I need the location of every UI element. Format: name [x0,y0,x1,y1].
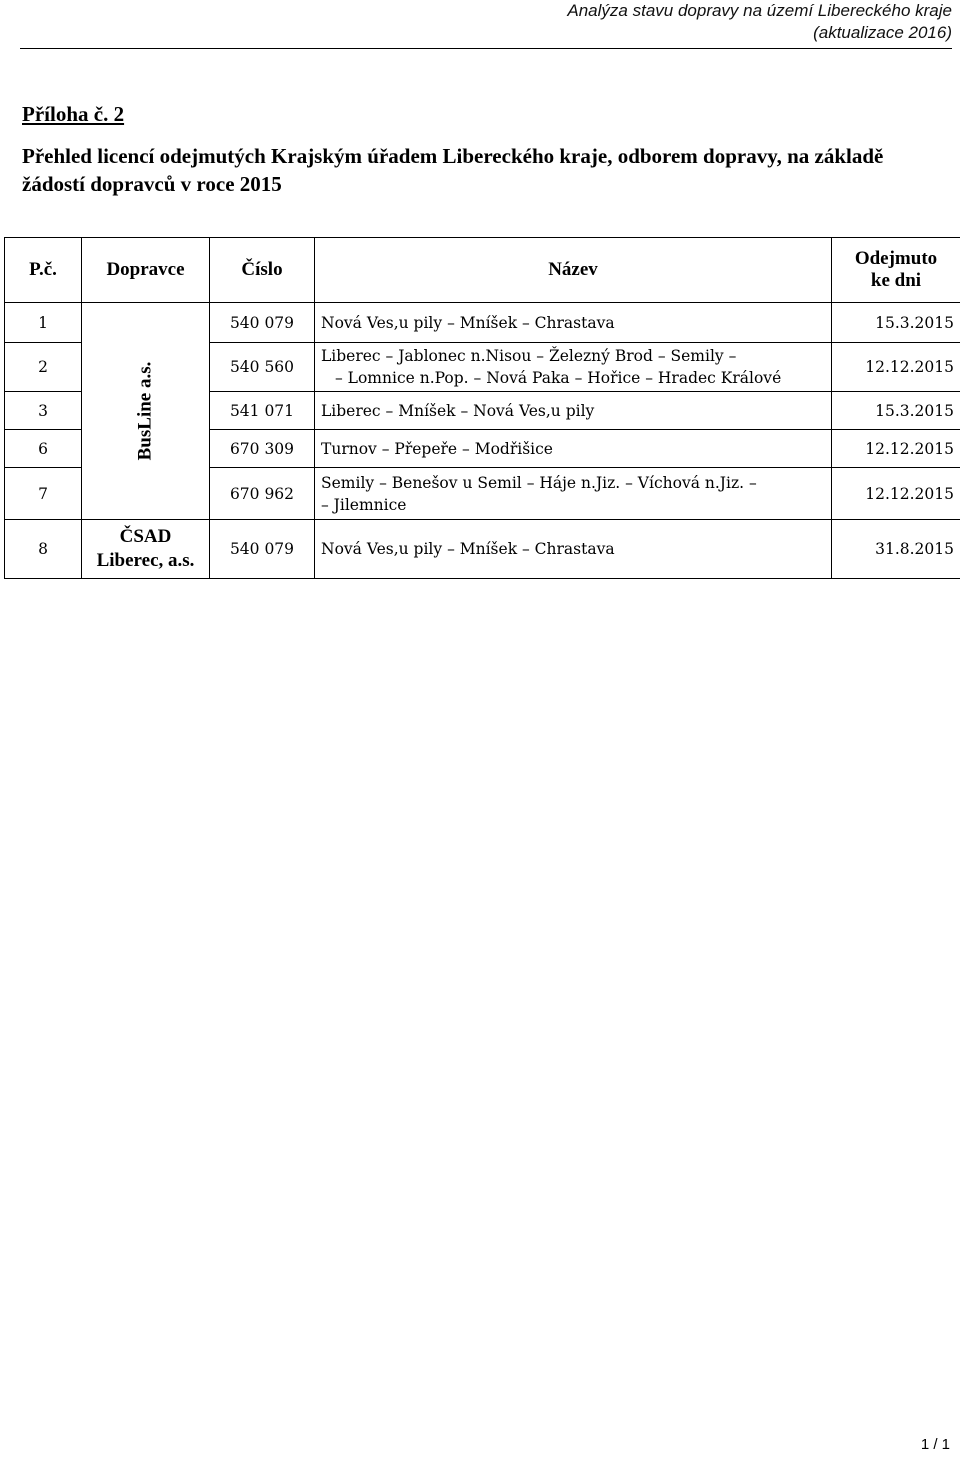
cell-number: 670 309 [210,430,315,468]
cell-pc: 3 [5,392,82,430]
cell-name: Turnov – Přepeře – Modřišice [315,430,832,468]
cell-name: Semily – Benešov u Semil – Háje n.Jiz. – Víchová n.Jiz. – – Jilemnice [315,468,832,520]
cell-name: Liberec – Jablonec n.Nisou – Železný Brod – Semily – – Lomnice n.Pop. – Nová Paka – Hořice – Hradec Králové [315,343,832,392]
header-rule [20,48,952,49]
cell-carrier-busline [82,303,210,520]
cell-number: 540 079 [210,520,315,579]
header-pc: P.č. [5,238,82,303]
cell-pc: 8 [5,520,82,579]
cell-pc: 6 [5,430,82,468]
cell-name: Nová Ves,u pily – Mníšek – Chrastava [315,520,832,579]
header-line-2: (aktualizace 2016) [813,23,952,42]
header-revoked: Odejmuto ke dni [832,238,960,303]
carrier-busline: BusLine a.s. [134,361,156,461]
licence-table [4,237,960,579]
cell-carrier-csad: ČSAD Liberec, a.s. [82,520,210,579]
cell-number: 540 560 [210,343,315,392]
cell-number: 670 962 [210,468,315,520]
table-row [5,520,960,579]
cell-date: 15.3.2015 [832,303,960,343]
cell-number: 541 071 [210,392,315,430]
cell-date: 31.8.2015 [832,520,960,579]
page-header [567,0,952,44]
appendix-label: Příloha č. 2 [22,102,125,126]
header-carrier: Dopravce [82,238,210,303]
header-line-1: Analýza stavu dopravy na území Libereckého kraje [567,1,952,20]
cell-number: 540 079 [210,303,315,343]
table-header-row [5,238,960,303]
header-number: Číslo [210,238,315,303]
cell-date: 12.12.2015 [832,343,960,392]
cell-pc: 2 [5,343,82,392]
cell-date: 12.12.2015 [832,468,960,520]
cell-pc: 1 [5,303,82,343]
document-title: Přehled licencí odejmutých Krajským úřadem Libereckého kraje, odborem dopravy, na základě žádostí dopravců v roce 2015 [22,144,884,196]
page-number: 1 / 1 [920,1436,950,1453]
cell-name: Nová Ves,u pily – Mníšek – Chrastava [315,303,832,343]
table-row [5,303,960,343]
cell-name: Liberec – Mníšek – Nová Ves,u pily [315,392,832,430]
cell-date: 15.3.2015 [832,392,960,430]
cell-pc: 7 [5,468,82,520]
cell-date: 12.12.2015 [832,430,960,468]
header-name: Název [315,238,832,303]
